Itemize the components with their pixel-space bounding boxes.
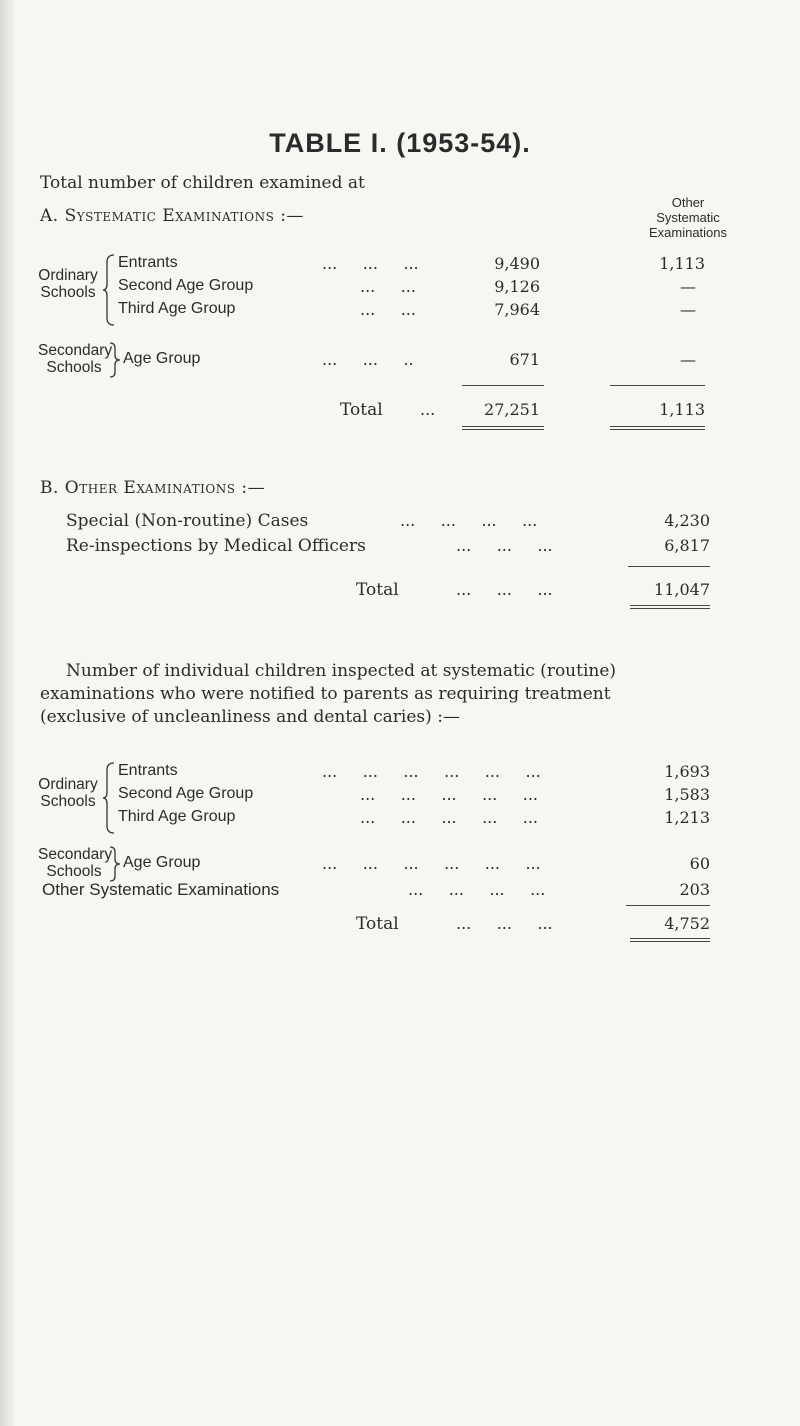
- intro-text: Total number of children examined at: [40, 173, 365, 193]
- row-label-reinspections: Re-inspections by Medical Officers: [66, 536, 366, 556]
- other-col-header: Other Systematic Examinations: [648, 195, 728, 240]
- leader-dots: ... ... ... ... ...: [360, 785, 539, 804]
- row-label-second-c: Second Age Group: [118, 785, 254, 802]
- value-special: 4,230: [664, 511, 710, 530]
- page-title: TABLE I. (1953-54).: [269, 128, 531, 158]
- double-rule: [630, 938, 710, 939]
- value-entrants-a: 9,490: [494, 254, 540, 273]
- leader-dots: ... ... ... ...: [400, 511, 538, 530]
- row-label-third-a: Third Age Group: [118, 300, 236, 317]
- row-label-special: Special (Non-routine) Cases: [66, 511, 309, 531]
- value-second-a: 9,126: [494, 277, 540, 296]
- leader-dots: ... ... ... ... ... ...: [322, 762, 541, 781]
- leader-dots: ... ...: [360, 277, 416, 296]
- rule: [626, 905, 710, 906]
- total-value-b: 11,047: [654, 580, 710, 599]
- brace-icon: [108, 846, 122, 882]
- double-rule: [630, 608, 710, 609]
- secondary-schools-label-a: Secondary Schools: [38, 342, 113, 376]
- value-third-a: 7,964: [494, 300, 540, 319]
- row-label-entrants-c: Entrants: [118, 762, 178, 779]
- rule: [628, 566, 710, 567]
- row-label-entrants-a: Entrants: [118, 254, 178, 271]
- other-secondary-a: —: [680, 350, 696, 369]
- double-rule: [462, 429, 544, 430]
- total-label-a: Total: [340, 400, 383, 420]
- double-rule: [630, 941, 710, 942]
- total-label-c: Total: [356, 914, 399, 934]
- row-label-third-c: Third Age Group: [118, 808, 236, 825]
- brace-icon: [102, 762, 116, 834]
- total-other-a: 1,113: [659, 400, 705, 419]
- total-value-c: 4,752: [664, 914, 710, 933]
- leader-dots: ... ... ... ... ...: [360, 808, 539, 827]
- other-third-a: —: [680, 300, 696, 319]
- rule: [610, 385, 705, 386]
- double-rule: [630, 605, 710, 606]
- total-value-a: 27,251: [484, 400, 540, 419]
- leader-dots: ... ... ... ... ... ...: [322, 854, 541, 873]
- page-edge-shadow: [0, 0, 14, 1426]
- ordinary-schools-label-c: Ordinary Schools: [38, 776, 98, 810]
- row-label-other-systematic: Other Systematic Examinations: [42, 880, 280, 899]
- value-other-systematic: 203: [679, 880, 710, 899]
- ordinary-schools-label-a: Ordinary Schools: [38, 267, 98, 301]
- double-rule: [462, 426, 544, 427]
- total-label-b: Total: [356, 580, 399, 600]
- value-third-c: 1,213: [664, 808, 710, 827]
- section-b-heading: B. Other Examinations :—: [40, 478, 266, 498]
- section-a-heading: A. Systematic Examinations :—: [40, 206, 304, 226]
- double-rule: [610, 426, 705, 427]
- brace-icon: [102, 254, 116, 326]
- value-secondary-a: 671: [509, 350, 540, 369]
- row-label-secondary-a: Age Group: [123, 350, 201, 367]
- row-label-second-a: Second Age Group: [118, 277, 254, 294]
- other-second-a: —: [680, 277, 696, 296]
- value-entrants-c: 1,693: [664, 762, 710, 781]
- leader-dots: ... ... ... ...: [408, 880, 546, 899]
- leader-dots: ... ... ..: [322, 350, 414, 369]
- secondary-schools-label-c: Secondary Schools: [38, 846, 113, 880]
- row-label-secondary-c: Age Group: [123, 854, 201, 871]
- leader-dots: ... ... ...: [322, 254, 419, 273]
- value-reinspections: 6,817: [664, 536, 710, 555]
- leader-dots: ... ...: [360, 300, 416, 319]
- rule: [462, 385, 544, 386]
- double-rule: [610, 429, 705, 430]
- leader-dots: ... ... ...: [456, 536, 553, 555]
- brace-icon: [108, 342, 122, 378]
- other-entrants-a: 1,113: [659, 254, 705, 273]
- leader-dots: ... ... ...: [456, 580, 553, 599]
- value-secondary-c: 60: [689, 854, 710, 873]
- leader-dots: ... ... ...: [456, 914, 553, 933]
- notified-paragraph: Number of individual children inspected at systematic (routine) examinations who were notified to parents as requiring treatment (exclusive of uncleanliness and dental caries) :—: [40, 661, 617, 727]
- leader-dots: ...: [420, 400, 436, 419]
- value-second-c: 1,583: [664, 785, 710, 804]
